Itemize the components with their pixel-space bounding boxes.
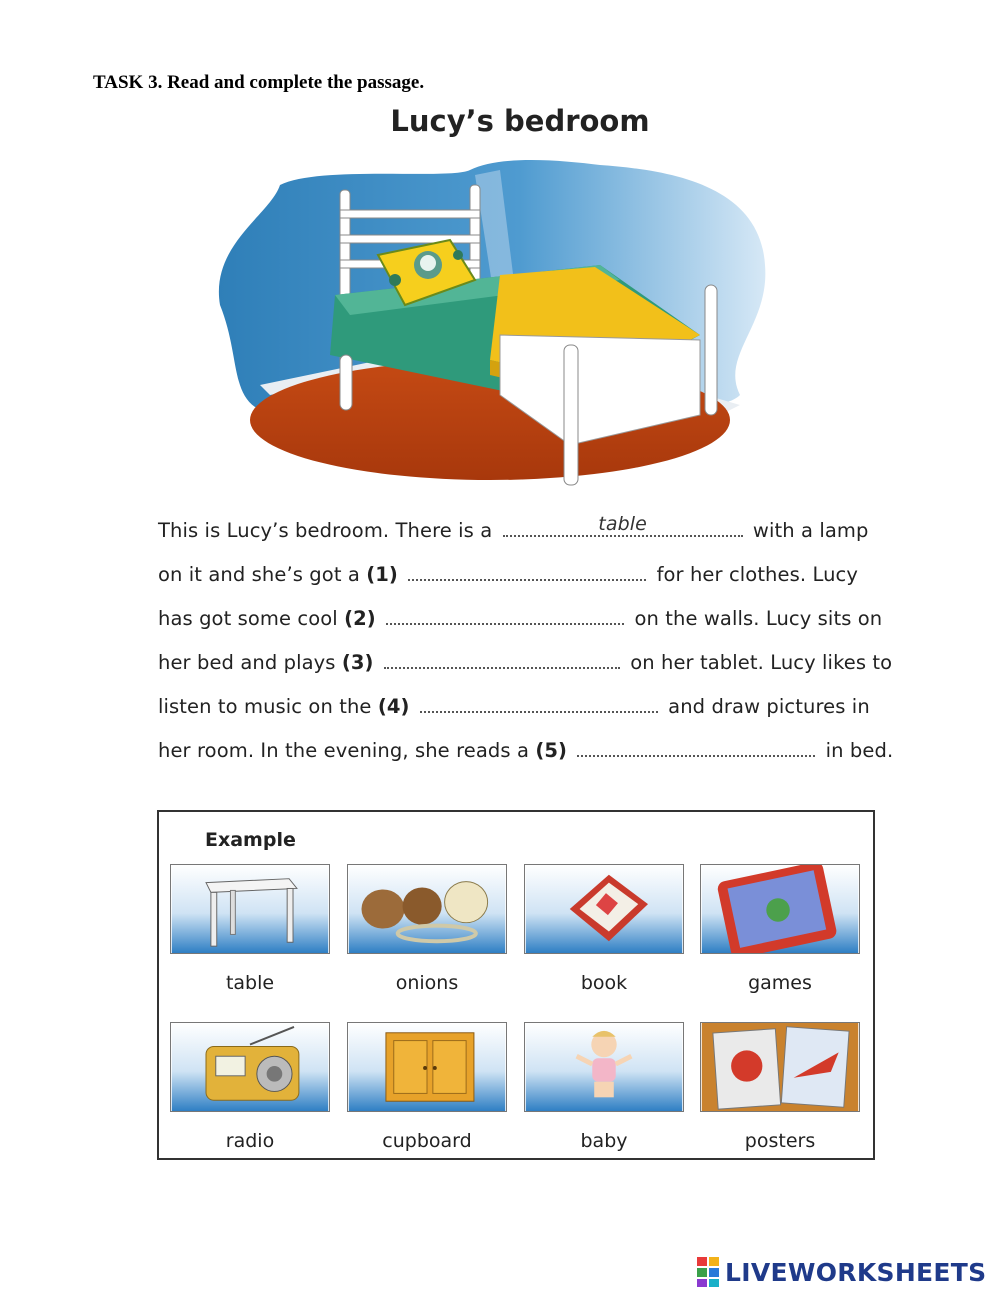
question-number-5: (5) [535, 739, 568, 762]
logo-icon [697, 1257, 721, 1287]
word-label: baby [580, 1130, 628, 1152]
passage-line-4 [158, 695, 870, 718]
question-number-4: (4) [377, 695, 410, 718]
passage-line-example [158, 513, 869, 542]
answer-input-2[interactable] [386, 602, 624, 622]
passage-text: has got some cool [158, 607, 338, 630]
answer-blank-2[interactable] [386, 607, 624, 625]
word-label: posters [744, 1130, 816, 1152]
passage-text: for her clothes. Lucy [656, 563, 859, 586]
bedroom-illustration [200, 155, 770, 495]
answer-blank-5[interactable] [577, 739, 815, 757]
cupboard-picture [347, 1022, 507, 1112]
word-label: table [225, 972, 275, 994]
book-picture [524, 864, 684, 954]
answer-input-3[interactable] [384, 646, 620, 666]
games-picture [700, 864, 860, 954]
answer-input-4[interactable] [420, 690, 658, 710]
word-label: cupboard [382, 1130, 472, 1152]
passage-text: and draw pictures in [668, 695, 870, 718]
answer-input-1[interactable] [408, 558, 646, 578]
word-label: games [748, 972, 812, 994]
passage-text: listen to music on the [158, 695, 372, 718]
onions-picture [347, 864, 507, 954]
passage-line-5 [158, 739, 893, 762]
table-picture [170, 864, 330, 954]
word-label: book [580, 972, 628, 994]
question-number-3: (3) [341, 651, 374, 674]
task-instruction: TASK 3. Read and complete the passage. [93, 72, 425, 93]
answer-blank-3[interactable] [384, 651, 620, 669]
word-label: radio [225, 1130, 275, 1152]
liveworksheets-logo [697, 1256, 986, 1288]
answer-input-5[interactable] [577, 734, 815, 754]
example-blank [503, 513, 743, 537]
answer-blank-4[interactable] [420, 695, 658, 713]
example-label: Example [205, 829, 296, 851]
passage-text: her bed and plays [158, 651, 336, 674]
baby-picture [524, 1022, 684, 1112]
question-number-1: (1) [366, 563, 398, 586]
logo-text: LIVEWORKSHEETS [725, 1257, 987, 1287]
question-number-2: (2) [344, 607, 376, 630]
word-box [157, 810, 875, 1160]
passage-line-1 [158, 563, 858, 586]
passage-line-3 [158, 651, 892, 674]
answer-blank-1[interactable] [408, 563, 646, 581]
passage-text: on it and she’s got a [158, 563, 360, 586]
passage-text: on her tablet. Lucy likes to [630, 651, 893, 674]
passage-text: on the walls. Lucy sits on [634, 607, 883, 630]
posters-picture [700, 1022, 860, 1112]
radio-picture [170, 1022, 330, 1112]
passage-line-2 [158, 607, 882, 630]
passage-text: This is Lucy’s bedroom. There is a [158, 519, 493, 542]
passage-text: her room. In the evening, she reads a [158, 739, 530, 762]
word-label: onions [395, 972, 459, 994]
passage-text: in bed. [825, 739, 894, 762]
page-title: Lucy’s bedroom [390, 104, 650, 138]
example-answer: table [598, 513, 647, 535]
passage-text: with a lamp [752, 519, 869, 542]
